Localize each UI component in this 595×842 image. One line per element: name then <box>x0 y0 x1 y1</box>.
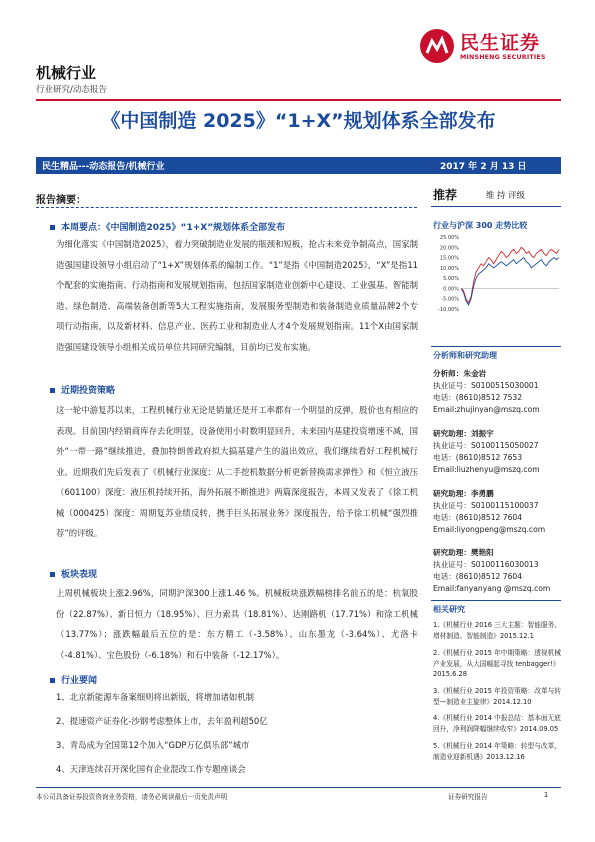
y-tick-label: -5.00% <box>441 296 459 303</box>
square-bullet-icon <box>50 225 55 230</box>
analyst-divider <box>431 346 561 347</box>
header-divider <box>36 99 561 101</box>
section-text-highlight: 为细化落实《中国制造2025》，着力突破制造业发展的瓶颈和短板，抢占未来竞争制高点，国家制造强国建设领导小组启动了“1+X”规划体系的编制工作。“1”是指《中国制造2025》，“X”是指11个配套的实施指南、行动指南和发展规划指南，包括国家制造业创新中心建设、工业强基、智能制造、绿色制造、高端装备创新等5大工程实施指南，发展服务型制造和装备制造业质量品牌2个专项行动指南，以及新材料、信息产业、医药工业和制造业人才4个发展规划指南。11个X由国家制造强国建设领导小组相关成员单位共同研究编制，目前均已发布实施。 <box>56 239 418 352</box>
analyst-block: 研究助理：李勇鹏 执业证号：S0100115100037 电话：(8610)8512 7604 Email:liyongpeng@mszq.com <box>433 489 546 534</box>
news-item: 2、提速资产证券化-沙钢考虑整体上市，去年盈利超50亿 <box>56 716 268 726</box>
analyst-heading: 分析师和研究助理 <box>433 351 497 360</box>
rating-divider <box>431 206 561 207</box>
rating-value: 维 持 评级 <box>486 190 525 200</box>
news-item: 3、青岛成为全国第12个加入“GDP万亿俱乐部”城市 <box>56 740 250 750</box>
square-bullet-icon <box>50 572 55 577</box>
section-heading-highlight: 本周要点：《中国制造2025》“1+X”规划体系全部发布 <box>50 220 285 233</box>
footer-label: 证券研究报告 <box>448 793 488 801</box>
series-line-0 <box>461 247 559 303</box>
band-series: 民生精品---动态报告/机械行业 <box>42 162 165 172</box>
logo <box>418 25 568 69</box>
y-tick-label: -10.00% <box>438 307 459 313</box>
logo-text-en: MINSHENG SECURITIES <box>460 54 546 61</box>
related-item: 4.《机械行业 2014 中报总结：基本面无底回升，净利润降幅继续收窄》2014.09.05 <box>433 714 561 733</box>
related-heading: 相关研究 <box>433 605 465 614</box>
rating-label: 推荐 <box>433 188 458 202</box>
footer-divider <box>36 787 561 788</box>
chart-heading: 行业与沪深 300 走势比较 <box>433 221 528 230</box>
related-item: 3.《机械行业 2015 年投资策略：改革与转型—制造业主旋律》2014.12.10 <box>433 687 561 706</box>
abstract-heading: 报告摘要： <box>36 195 86 206</box>
section-text-strategy: 这一轮中游复苏以来，工程机械行业无论是销量还是开工率都有一个明显的反弹，股价也有相应的表现。目前国内经销商库存去化明显，设备使用小时数明显回升，未来国内基建投资增速不减，国外“一带一路”继续推进，叠加特朗普政府拟大搞基建产生的溢出效应，我们继续看好工程机械行业。近期我们先后发表了《机械行业深度：从二手挖机数据分析更新替换需求弹性》和《恒立液压（601100）深度：液压机持续开拓，海外拓展不断推进》两篇深度报告，本周又发表了《徐工机械（000425）深度：周期复苏业绩反转，携手巨头拓展业务》深度报告，给予徐工机械“强烈推荐”的评级。 <box>56 405 418 538</box>
square-bullet-icon <box>50 388 55 393</box>
y-tick-label: 0.00% <box>443 286 459 293</box>
y-tick-label: 25.00% <box>439 235 459 241</box>
news-item: 4、天津连续召开深化国有企业混改工作专题座谈会 <box>56 764 246 774</box>
analyst-block: 研究助理：樊艳阳 执业证号：S0100116030013 电话：(8610)8512 7604 Email:fanyanyang @mszq.com <box>433 548 551 593</box>
abstract-divider <box>36 207 417 208</box>
related-item: 5.《机械行业 2014 年策略：转型与改革，制造业迎新机遇》2013.12.16 <box>433 742 561 761</box>
square-bullet-icon <box>50 678 55 683</box>
news-item: 1、北京新能源车备案细则将出新版，将增加诸如机制 <box>56 692 254 702</box>
section-heading-news: 行业要闻 <box>50 673 97 686</box>
series-line-1 <box>461 258 559 305</box>
trend-chart <box>431 233 561 333</box>
minsheng-logo-icon <box>418 27 456 65</box>
section-text-performance: 上周机械板块上涨2.96%，同期沪深300上涨1.46 %。机械板块涨跌幅榜排名前五的是：杭氧股份（22.87%）、新日恒力（18.95%）、巨力索具（18.81%）、达刚路机（17.71%）和徐工机械（13.77%）；涨跌幅最后五位的是：东方精工（-3.58%）、山东墨龙（-3.64%）、尤洛卡（-4.81%）、宝色股份（-6.18%）和石中装备（-12.17%）。 <box>56 588 418 660</box>
page-number: 1 <box>544 791 549 799</box>
y-tick-label: 15.00% <box>439 255 459 262</box>
industry-name: 机械行业 <box>36 64 97 82</box>
y-tick-label: 10.00% <box>439 265 459 272</box>
related-divider <box>431 600 561 601</box>
section-heading-strategy: 近期投资策略 <box>50 383 115 396</box>
analyst-block: 研究助理：刘振宇 执业证号：S0100115050027 电话：(8610)8512 7653 Email:liuzhenyu@mszq.com <box>433 429 540 474</box>
report-type: 行业研究/动态报告 <box>36 85 107 95</box>
related-item: 2.《机械行业 2015 年中期策略：透视机械产业发展，从大国崛起寻找 tenbagger!》2015.6.28 <box>433 649 561 678</box>
related-item: 1.《机械行业 2016 三大主题：智能服务、增材制造、智能制造》2015.12.1 <box>433 621 561 640</box>
footer-disclaimer: 本公司具备证券投资咨询业务资格，请务必阅读最后一页免责声明 <box>36 793 228 801</box>
section-heading-performance: 板块表现 <box>50 567 97 580</box>
y-tick-label: 20.00% <box>439 245 459 252</box>
report-date: 2017 年 2 月 13 日 <box>440 162 527 172</box>
analyst-block: 分析师：朱金岩 执业证号：S0100515030001 电话：(8610)8512 7532 Email:zhujinyan@mszq.com <box>433 369 540 414</box>
report-title: 《中国制造 2025》“1+X”规划体系全部发布 <box>101 110 496 132</box>
y-tick-label: 5.00% <box>443 276 459 283</box>
logo-text-cn: 民生证券 <box>460 32 541 54</box>
